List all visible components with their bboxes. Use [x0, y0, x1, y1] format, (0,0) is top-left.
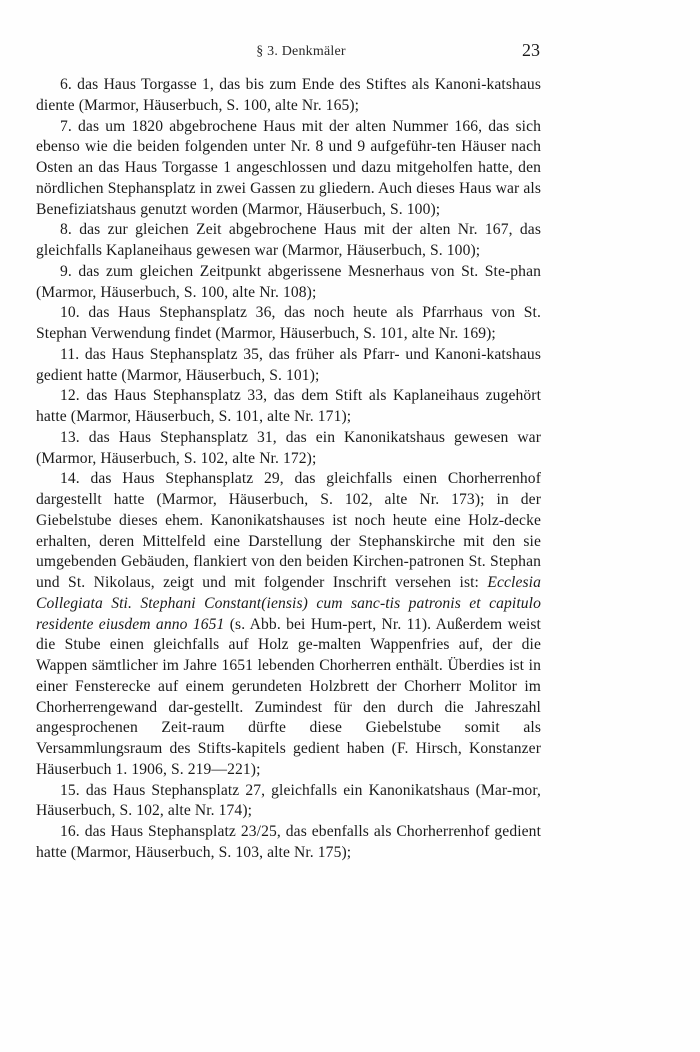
list-item-14-text-end: (s. Abb. bei Hum-pert, Nr. 11). Außerdem weist die Stube einen gleichfalls auf Holz ge-malten Wappenfries auf, der die Wappen sämtlicher im Jahre 1651 lebenden Chorherren enthält. Überdies ist in einer Fensterecke auf einem gerundeten Holzbrett der Chorherr Molitor im Chorherrengewand dar-gestellt. Zumindest für den durch die Jahreszahl angesprochenen Zeit-raum dürfte diese Giebelstube somit als Versammlungsraum des Stifts-kapitels gedient haben (F. Hirsch, Konstanzer Häuserbuch 1. 1906, S. 219—221); — [36, 615, 541, 778]
list-item-7: 7. das um 1820 abgebrochene Haus mit der alten Nummer 166, das sich ebenso wie die beiden folgenden unter Nr. 8 und 9 aufgeführ-ten Häuser nach Osten an das Haus Torgasse 1 angeschlossen und dazu mitgeholfen hatte, den nördlichen Stephansplatz in zwei Gassen zu gliedern. Auch dieses Haus war als Benefiziatshaus genutzt worden (Marmor, Häuserbuch, S. 100); — [36, 117, 541, 218]
list-item-9: 9. das zum gleichen Zeitpunkt abgerissene Mesnerhaus von St. Ste-phan (Marmor, Häuserbuch, S. 100, alte Nr. 108); — [36, 262, 541, 301]
list-item-8: 8. das zur gleichen Zeit abgebrochene Haus mit der alten Nr. 167, das gleichfalls Kaplaneihaus gewesen war (Marmor, Häuserbuch, S. 100); — [36, 221, 541, 259]
list-item-15: 15. das Haus Stephansplatz 27, gleichfalls ein Kanonikatshaus (Mar-mor, Häuserbuch, S. 102, alte Nr. 174); — [36, 781, 541, 820]
list-item-13: 13. das Haus Stephansplatz 31, das ein Kanonikatshaus gewesen war (Marmor, Häuserbuch, S. 102, alte Nr. 172); — [36, 428, 541, 467]
list-item-16: 16. das Haus Stephansplatz 23/25, das ebenfalls als Chorherrenhof gedient hatte (Marmor, Häuserbuch, S. 103, alte Nr. 175); — [36, 823, 541, 861]
list-item-6: 6. das Haus Torgasse 1, das bis zum Ende des Stiftes als Kanoni-katshaus diente (Marmor, Häuserbuch, S. 100, alte Nr. 165); — [36, 76, 541, 114]
list-item-12: 12. das Haus Stephansplatz 33, das dem Stift als Kaplaneihaus zugehört hatte (Marmor, Häuserbuch, S. 101, alte Nr. 171); — [36, 387, 541, 425]
inscription-text: Ecclesia Collegiata Sti. Stephani Constant(iensis) cum sanc-tis patronis et capitulo residente eiusdem anno 1651 — [36, 574, 541, 633]
section-heading: § 3. Denkmäler — [256, 44, 346, 59]
list-item-14-text-start: 14. das Haus Stephansplatz 29, das gleichfalls einen Chorherrenhof dargestellt hatte (Marmor, Häuserbuch, S. 102, alte Nr. 173); in der Giebelstube dieses ehem. Kanonikatshauses ist noch heute eine Holz-decke erhalten, deren Mittelfeld eine Darstellung der Stephanskirche mit den sie umgebenden Gebäuden, flankiert von den beiden Kirchen-patronen St. Stephan und St. Nikolaus, zeigt und mit folgender Inschrift versehen ist: — [36, 470, 541, 591]
list-item-11: 11. das Haus Stephansplatz 35, das früher als Pfarr- und Kanoni-katshaus gedient hatte (Marmor, Häuserbuch, S. 101); — [36, 345, 541, 384]
running-head — [62, 40, 540, 64]
list-item-10: 10. das Haus Stephansplatz 36, das noch heute als Pfarrhaus von St. Stephan Verwendung findet (Marmor, Häuserbuch, S. 101, alte Nr. 169); — [36, 304, 541, 342]
body-text — [36, 75, 541, 864]
list-item-14 — [36, 469, 541, 780]
page-number: 23 — [522, 40, 540, 60]
